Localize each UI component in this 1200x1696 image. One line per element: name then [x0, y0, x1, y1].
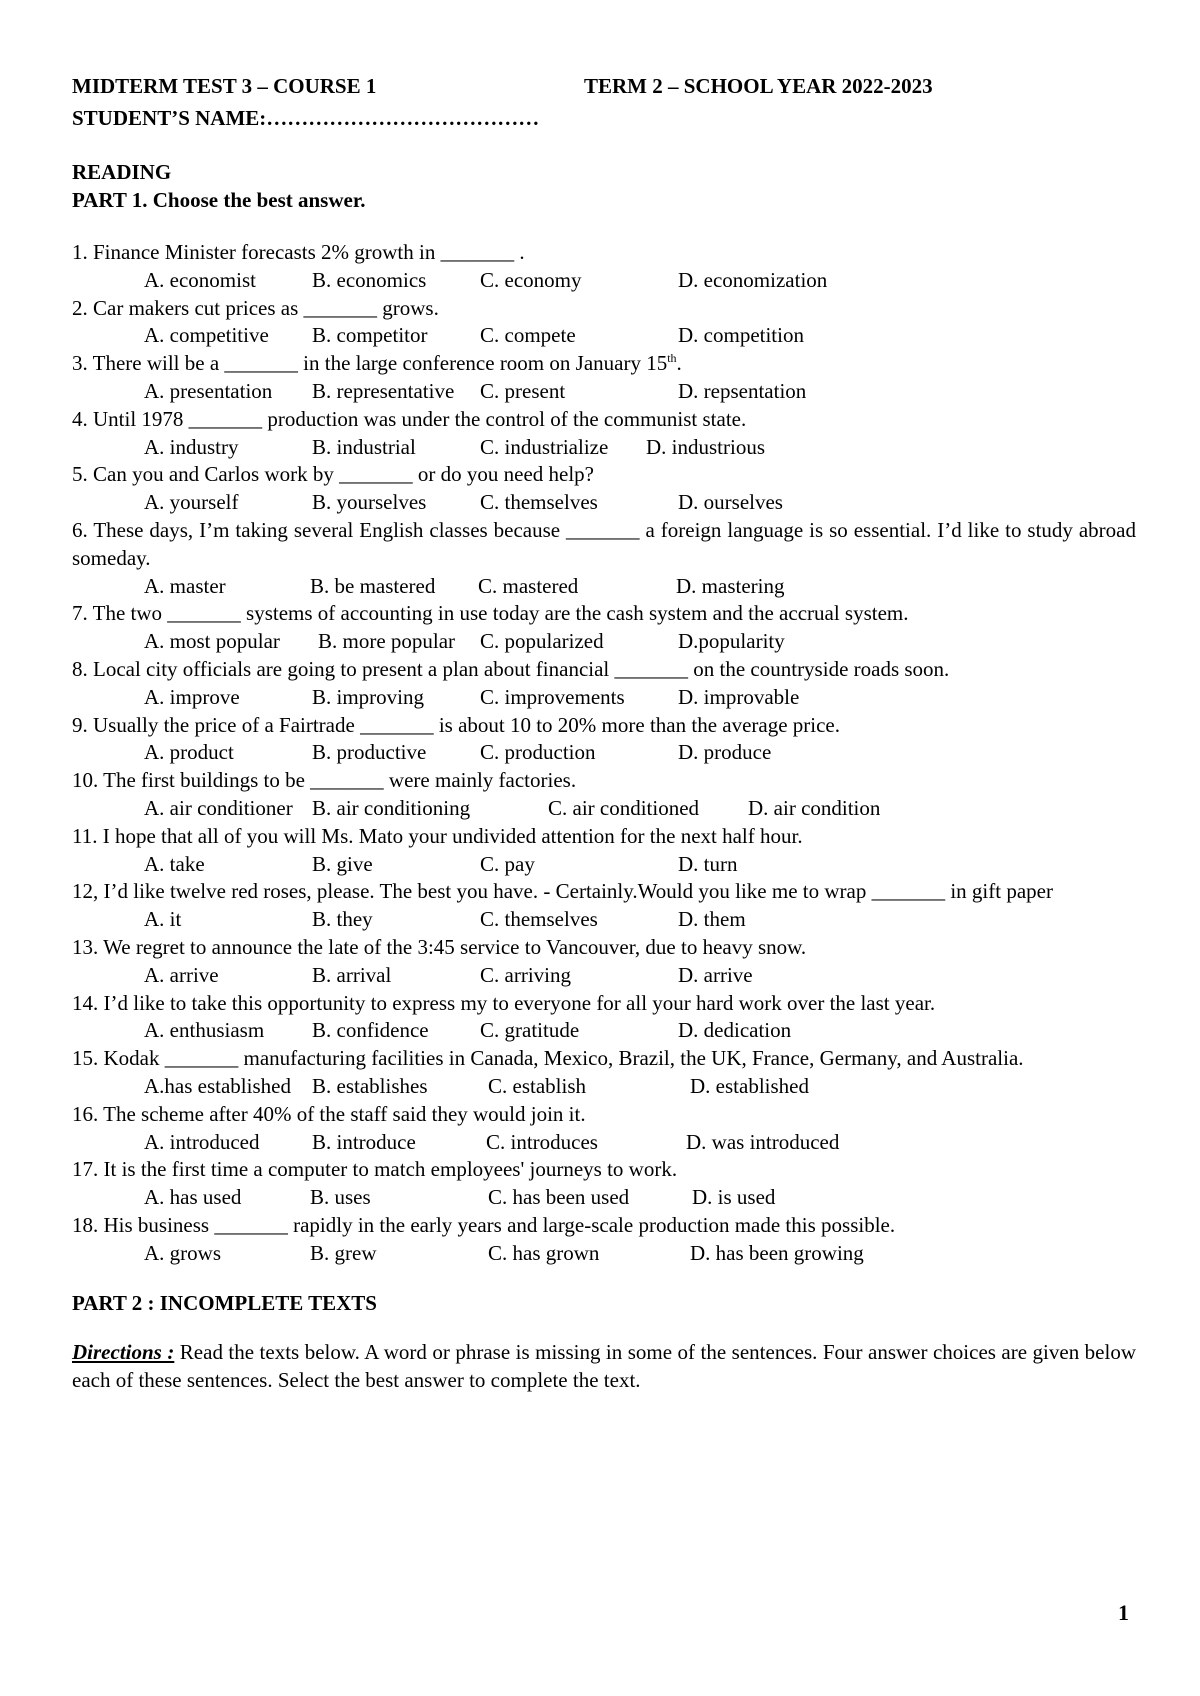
answer-option-a[interactable]: A. has used — [144, 1185, 242, 1210]
answer-option-c[interactable]: C. industrialize — [480, 434, 609, 459]
question-18: 18. His business _______ rapidly in the early years and large-scale production made this possible. — [72, 1212, 896, 1237]
answer-option-b[interactable]: B. industrial — [312, 434, 416, 459]
directions — [72, 1339, 1136, 1395]
answer-options-18 — [72, 1240, 1136, 1268]
answer-option-d[interactable]: D. air condition — [748, 795, 881, 820]
test-title: MIDTERM TEST 3 – COURSE 1 — [72, 74, 377, 98]
part2-title: PART 2 : INCOMPLETE TEXTS — [72, 1291, 377, 1316]
answer-option-b[interactable]: B. be mastered — [310, 573, 436, 598]
student-name-line: STUDENT’S NAME:………………………………… — [72, 106, 540, 130]
answer-option-b[interactable]: B. economics — [312, 267, 427, 292]
answer-option-b[interactable]: B. introduce — [312, 1129, 416, 1154]
answer-option-c[interactable]: C. arriving — [480, 962, 571, 987]
answer-option-c[interactable]: C. themselves — [480, 907, 598, 932]
answer-option-a[interactable]: A. most popular — [144, 629, 280, 654]
answer-option-d[interactable]: D.popularity — [678, 629, 785, 654]
answer-option-d[interactable]: D. produce — [678, 740, 772, 765]
answer-option-a[interactable]: A. it — [144, 907, 182, 932]
question-4: 4. Until 1978 _______ production was under the control of the communist state. — [72, 406, 747, 431]
part1-title: PART 1. Choose the best answer. — [72, 188, 366, 212]
answer-options-11 — [72, 851, 1136, 879]
question-11: 11. I hope that all of you will Ms. Mato your undivided attention for the next half hour. — [72, 823, 803, 848]
answer-option-d[interactable]: D. was introduced — [686, 1129, 840, 1154]
answer-options-15 — [72, 1073, 1136, 1101]
answer-option-d[interactable]: D. arrive — [678, 962, 753, 987]
answer-option-d[interactable]: D. industrious — [646, 434, 766, 459]
answer-options-10 — [72, 795, 1136, 823]
answer-option-c[interactable]: C. gratitude — [480, 1018, 580, 1043]
question-14: 14. I’d like to take this opportunity to express my to everyone for all your hard work over the last year. — [72, 990, 936, 1015]
question-8: 8. Local city officials are going to present a plan about financial _______ on the countryside roads soon. — [72, 656, 950, 681]
answer-options-7 — [72, 628, 1136, 656]
answer-option-b[interactable]: B. grew — [310, 1240, 377, 1265]
answer-option-b[interactable]: B. air conditioning — [312, 795, 471, 820]
directions-label: Directions : — [72, 1340, 175, 1365]
answer-option-c[interactable]: C. air conditioned — [548, 795, 700, 820]
question-text-end: . — [676, 351, 682, 376]
page-number: 1 — [1118, 1600, 1129, 1625]
answer-option-d[interactable]: D. improvable — [678, 684, 800, 709]
question-15: 15. Kodak _______ manufacturing facilities in Canada, Mexico, Brazil, the UK, France, Germany, and Australia. — [72, 1046, 1024, 1071]
question-superscript: th — [667, 351, 677, 366]
answer-option-a[interactable]: A. enthusiasm — [144, 1018, 265, 1043]
answer-option-a[interactable]: A. yourself — [144, 490, 239, 515]
answer-option-c[interactable]: C. production — [480, 740, 596, 765]
answer-options-5 — [72, 489, 1136, 517]
question-10: 10. The first buildings to be _______ were mainly factories. — [72, 768, 577, 793]
question-list — [72, 239, 1136, 1267]
answer-option-a[interactable]: A. improve — [144, 684, 240, 709]
question-13: 13. We regret to announce the late of the 3:45 service to Vancouver, due to heavy snow. — [72, 934, 807, 959]
answer-option-b[interactable]: B. representative — [312, 378, 455, 403]
answer-option-d[interactable]: D. repsentation — [678, 378, 807, 403]
answer-option-c[interactable]: C. has been used — [488, 1185, 630, 1210]
answer-options-6 — [72, 573, 1136, 601]
answer-option-b[interactable]: B. improving — [312, 684, 425, 709]
question-5: 5. Can you and Carlos work by _______ or do you need help? — [72, 462, 594, 487]
answer-option-b[interactable]: B. give — [312, 851, 373, 876]
answer-options-14 — [72, 1017, 1136, 1045]
answer-option-d[interactable]: D. dedication — [678, 1018, 792, 1043]
answer-option-a[interactable]: A. product — [144, 740, 234, 765]
answer-option-b[interactable]: B. establishes — [312, 1073, 428, 1098]
answer-option-c[interactable]: C. pay — [480, 851, 535, 876]
answer-option-b[interactable]: B. more popular — [318, 629, 456, 654]
answer-option-c[interactable]: C. present — [480, 378, 566, 403]
question-6: 6. These days, I’m taking several English classes because _______ a foreign language is so essential. I’d like to study abroad someday. — [72, 517, 1136, 570]
answer-option-d[interactable]: D. them — [678, 907, 746, 932]
answer-option-c[interactable]: C. economy — [480, 267, 582, 292]
answer-option-a[interactable]: A. presentation — [144, 378, 273, 403]
answer-options-17 — [72, 1184, 1136, 1212]
answer-options-12 — [72, 906, 1136, 934]
question-3 — [72, 350, 1136, 378]
answer-options-2 — [72, 322, 1136, 350]
answer-option-a[interactable]: A. industry — [144, 434, 239, 459]
answer-option-c[interactable]: C. compete — [480, 323, 576, 348]
answer-option-d[interactable]: D. mastering — [676, 573, 785, 598]
reading-title: READING — [72, 160, 172, 184]
answer-option-b[interactable]: B. uses — [310, 1185, 371, 1210]
question-1: 1. Finance Minister forecasts 2% growth in _______ . — [72, 240, 525, 264]
answer-option-b[interactable]: B. yourselves — [312, 490, 427, 515]
answer-option-c[interactable]: C. themselves — [480, 490, 598, 515]
answer-options-8 — [72, 684, 1136, 712]
question-7: 7. The two _______ systems of accounting in use today are the cash system and the accrual system. — [72, 601, 909, 626]
directions-text: Read the texts below. A word or phrase is missing in some of the sentences. Four answer choices are given below each of these sentences. Select the best answer to complete the text. — [72, 1340, 1136, 1393]
answer-option-c[interactable]: C. improvements — [480, 684, 625, 709]
answer-option-a[interactable]: A. introduced — [144, 1129, 260, 1154]
answer-option-d[interactable]: D. ourselves — [678, 490, 783, 515]
question-9: 9. Usually the price of a Fairtrade _______ is about 10 to 20% more than the average price. — [72, 712, 841, 737]
answer-options-9 — [72, 739, 1136, 767]
question-17: 17. It is the first time a computer to match employees' journeys to work. — [72, 1157, 678, 1182]
answer-option-d[interactable]: D. turn — [678, 851, 738, 876]
answer-option-a[interactable]: A. arrive — [144, 962, 219, 987]
answer-option-c[interactable]: C. introduces — [486, 1129, 598, 1154]
answer-options-3 — [72, 378, 1136, 406]
answer-options-4 — [72, 434, 1136, 462]
answer-option-c[interactable]: C. establish — [488, 1073, 586, 1098]
question-12: 12, I’d like twelve red roses, please. The best you have. - Certainly.Would you like me to wrap _______ in gift paper — [72, 879, 1053, 904]
answer-option-b[interactable]: B. productive — [312, 740, 427, 765]
question-text: 3. There will be a _______ in the large conference room on January 15 — [72, 351, 668, 376]
question-2: 2. Car makers cut prices as _______ grows. — [72, 295, 439, 320]
answer-option-a[interactable]: A. take — [144, 851, 205, 876]
answer-option-d[interactable]: D. established — [690, 1073, 809, 1098]
answer-option-c[interactable]: C. has grown — [488, 1240, 600, 1265]
answer-option-b[interactable]: B. confidence — [312, 1018, 429, 1043]
answer-option-b[interactable]: B. they — [312, 907, 373, 932]
answer-option-b[interactable]: B. competitor — [312, 323, 428, 348]
answer-option-c[interactable]: C. popularized — [480, 629, 604, 654]
term-title: TERM 2 – SCHOOL YEAR 2022-2023 — [584, 74, 933, 98]
answer-option-d[interactable]: D. economization — [678, 267, 828, 292]
answer-option-a[interactable]: A. air conditioner — [144, 795, 293, 820]
answer-option-a[interactable]: A. competitive — [144, 323, 269, 348]
answer-options-16 — [72, 1129, 1136, 1157]
answer-option-a[interactable]: A. economist — [144, 267, 256, 292]
answer-option-d[interactable]: D. is used — [692, 1185, 776, 1210]
answer-option-a[interactable]: A. master — [144, 573, 226, 598]
test-header — [72, 70, 1136, 102]
answer-option-a[interactable]: A. grows — [144, 1240, 221, 1265]
answer-options-1 — [72, 267, 1136, 295]
answer-option-b[interactable]: B. arrival — [312, 962, 392, 987]
answer-option-a[interactable]: A.has established — [144, 1073, 291, 1098]
test-page — [72, 70, 1136, 1395]
question-16: 16. The scheme after 40% of the staff said they would join it. — [72, 1101, 586, 1126]
answer-option-c[interactable]: C. mastered — [478, 573, 579, 598]
answer-option-d[interactable]: D. competition — [678, 323, 804, 348]
answer-options-13 — [72, 962, 1136, 990]
answer-option-d[interactable]: D. has been growing — [690, 1240, 864, 1265]
